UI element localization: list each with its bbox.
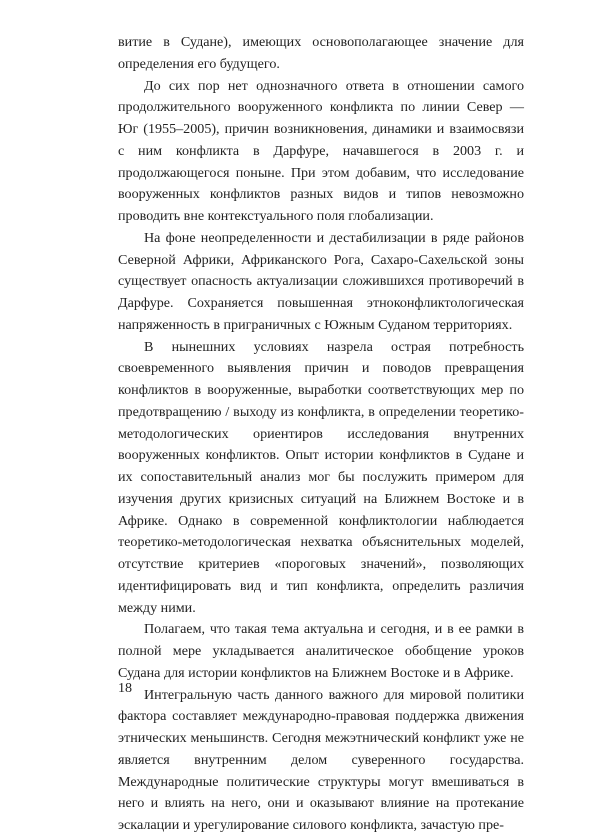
paragraph: До сих пор нет однозначного ответа в отношении самого продолжительного вооруженного конфликта по линии Север — Юг (1955–2005), причин возникновения, динамики и взаимосвязи с ним конфликта в Дарфуре, начавшегося в 2003 г. и продолжающегося поныне. При этом добавим, что исследование вооруженных конфликтов разных видов и типов невозможно проводить вне контекстуального поля глобализации. [118,77,524,224]
paragraph: Интегральную часть данного важного для мировой политики фактора составляет международно-правовая поддержка движения этнических меньшинств. Сегодня межэтнический конфликт уже не является внутренним делом суверенного государства. Международные политические структуры могут вмешиваться в него и влиять на него, они и оказывают влияние на протекание эскалации и урегулирование силового конфликта, зачастую пре- [118,686,524,833]
paragraph: Полагаем, что такая тема актуальна и сегодня, и в ее рамки в полной мере укладывается аналитическое обобщение уроков Судана для истории конфликтов на Ближнем Востоке и в Африке. [118,621,524,681]
paragraph: В нынешних условиях назрела острая потребность своевременного выявления причин и поводов превращения конфликтов в вооруженные, выработки соответствующих мер по предотвращению / выходу из конфликта, в определении теоретико-методологических ориентиров исследования внутренних вооруженных конфликтов. Опыт истории конфликтов в Судане и их сопоставительный анализ мог бы послужить примером для изучения других кризисных ситуаций на Ближнем Востоке и в Африке. Однако в современной конфликтологии наблюдается теоретико-методологическая нехватка объяснительных моделей, отсутствие критериев «пороговых значений», позволяющих идентифицировать вид и тип конфликта, определить различия между ними. [118,338,524,616]
paragraph: На фоне неопределенности и дестабилизации в ряде районов Северной Африки, Африканского Рога, Сахаро-Сахельской зоны существует опасность актуализации сложившихся противоречий в Дарфуре. Сохраняется повышенная этноконфликтологическая напряженность в приграничных с Южным Суданом территориях. [118,229,524,333]
body-text [118,32,524,837]
page-number: 18 [118,680,133,696]
paragraph-continuation: витие в Судане), имеющих основополагающее значение для определения его будущего. [118,34,524,72]
